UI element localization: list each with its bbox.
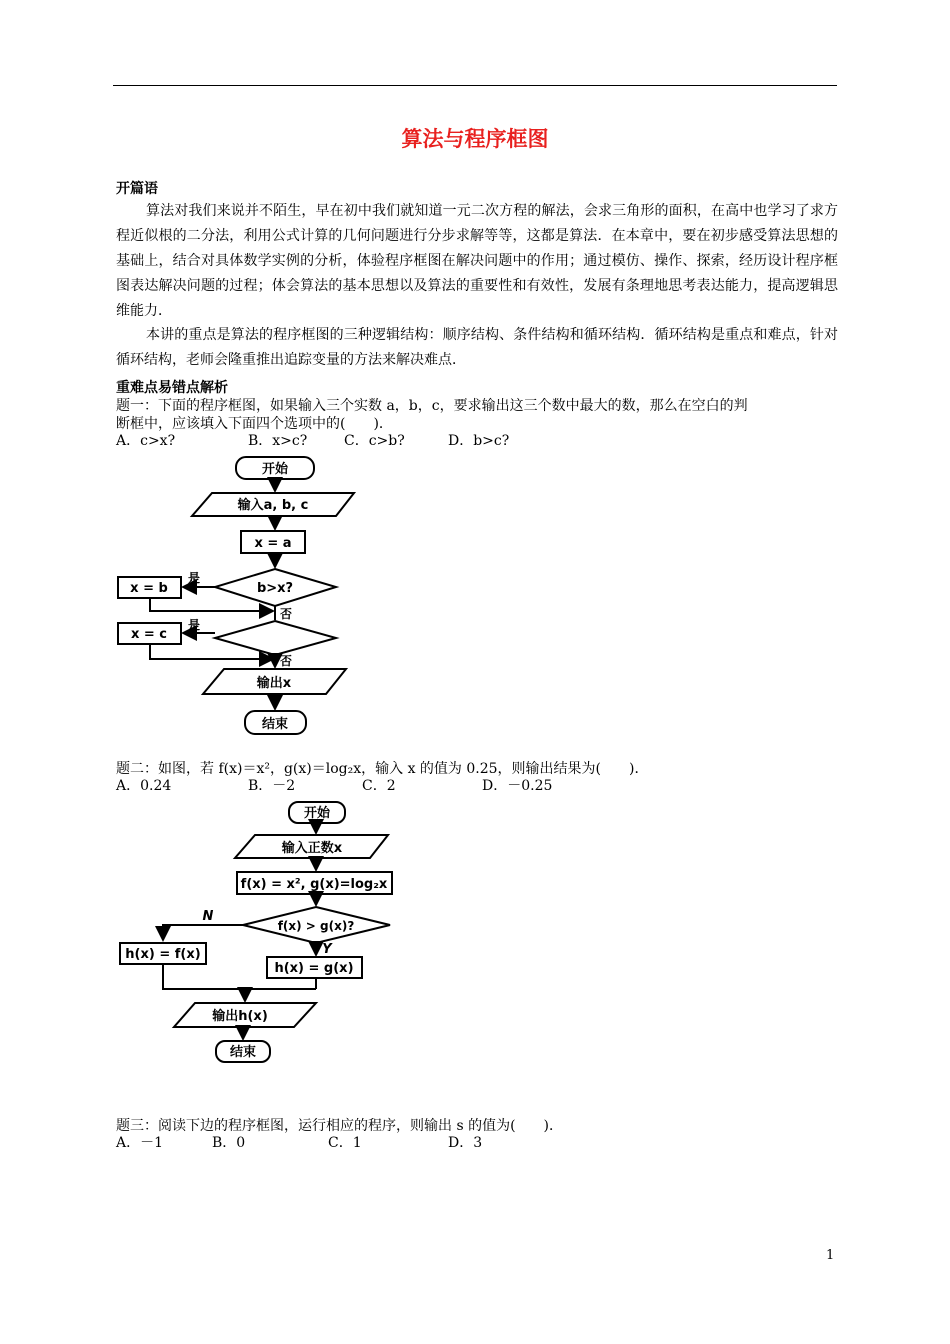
intro-paragraph-2: 本讲的重点是算法的程序框图的三种逻辑结构：顺序结构、条件结构和循环结构．循环结构是重点和难点，针对循环结构，老师会隆重推出追踪变量的方法来解决难点． — [116, 327, 838, 368]
q1-text-line2: 断框中，应该填入下面四个选项中的( )． — [116, 416, 393, 432]
q2-input-label: 输入正数x — [281, 841, 343, 856]
q1-option-c: C．c>b? — [344, 433, 405, 449]
q3-option-c: C．1 — [328, 1135, 362, 1151]
q1-input-label: 输入a, b, c — [237, 498, 309, 513]
q2-option-a: A．0.24 — [116, 778, 172, 794]
page-title: 算法与程序框图 — [401, 127, 549, 151]
q1-no1-label: 否 — [279, 607, 293, 621]
q2-option-b: B．－2 — [248, 778, 296, 794]
q2-end-label: 结束 — [229, 1045, 257, 1060]
q2-y-label: Y — [322, 942, 332, 957]
q1-yes2-label: 是 — [187, 618, 201, 632]
page-number: 1 — [826, 1248, 835, 1263]
q2-text-line1: 题二：如图，若 f(x)＝x²，g(x)＝log₂x，输入 x 的值为 0.25，则输出结果为( )． — [116, 761, 649, 777]
q1-option-b: B．x>c? — [248, 433, 308, 449]
q1-text-line1: 题一：下面的程序框图，如果输入三个实数 a，b，c，要求输出这三个数中最大的数，那么在空白的判 — [116, 398, 748, 414]
q1-decision-2 — [215, 621, 336, 655]
q1-option-a: A．c>x? — [116, 433, 176, 449]
q2-def-label: f(x) = x², g(x)=log₂x — [240, 877, 388, 892]
intro-heading: 开篇语 — [116, 181, 158, 197]
q2-option-d: D．－0.25 — [482, 778, 553, 794]
q1-output-label: 输出x — [256, 676, 292, 691]
q3-option-d: D．3 — [448, 1135, 483, 1151]
q2-output-label: 输出h(x) — [212, 1009, 268, 1024]
q3-text-line1: 题三：阅读下边的程序框图，运行相应的程序，则输出 s 的值为( )． — [116, 1118, 564, 1134]
q1-assign-c-label: x = c — [130, 627, 168, 642]
q2-cond-label: f(x) > g(x)? — [277, 919, 355, 933]
q3-option-b: B．0 — [212, 1135, 246, 1151]
q2-n-label: N — [202, 909, 214, 924]
q2-hg-label: h(x) = g(x) — [274, 961, 354, 976]
q2-start-label: 开始 — [303, 806, 331, 821]
q1-no2-label: 否 — [279, 654, 293, 668]
q2-option-c: C．2 — [362, 778, 396, 794]
section-heading: 重难点易错点解析 — [116, 380, 228, 396]
q1-option-d: D．b>c? — [448, 433, 510, 449]
q2-hf-label: h(x) = f(x) — [125, 947, 201, 962]
q3-option-a: A．－1 — [116, 1135, 164, 1151]
q1-cond1-label: b>x? — [256, 581, 294, 596]
intro-paragraph-1: 算法对我们来说并不陌生，早在初中我们就知道一元二次方程的解法，会求三角形的面积，在高中也学习了求方程近似根的二分法，利用公式计算的几何问题进行分步求解等等，这都是算法．在本章中，要在初步感受算法思想的基础上，结合对具体数学实例的分析，体验程序框图在解决问题中的作用；通过模仿、操作、探索，经历设计程序框图表达解决问题的过程；体会算法的基本思想以及算法的重要性和有效性，发展有条理地思考表达能力，提高逻辑思维能力． — [116, 203, 838, 319]
q1-assign-label: x = a — [254, 536, 292, 551]
q1-yes1-label: 是 — [187, 571, 201, 585]
q1-end-label: 结束 — [261, 717, 289, 732]
q1-start-label: 开始 — [261, 462, 289, 477]
q1-assign-b-label: x = b — [130, 581, 168, 596]
